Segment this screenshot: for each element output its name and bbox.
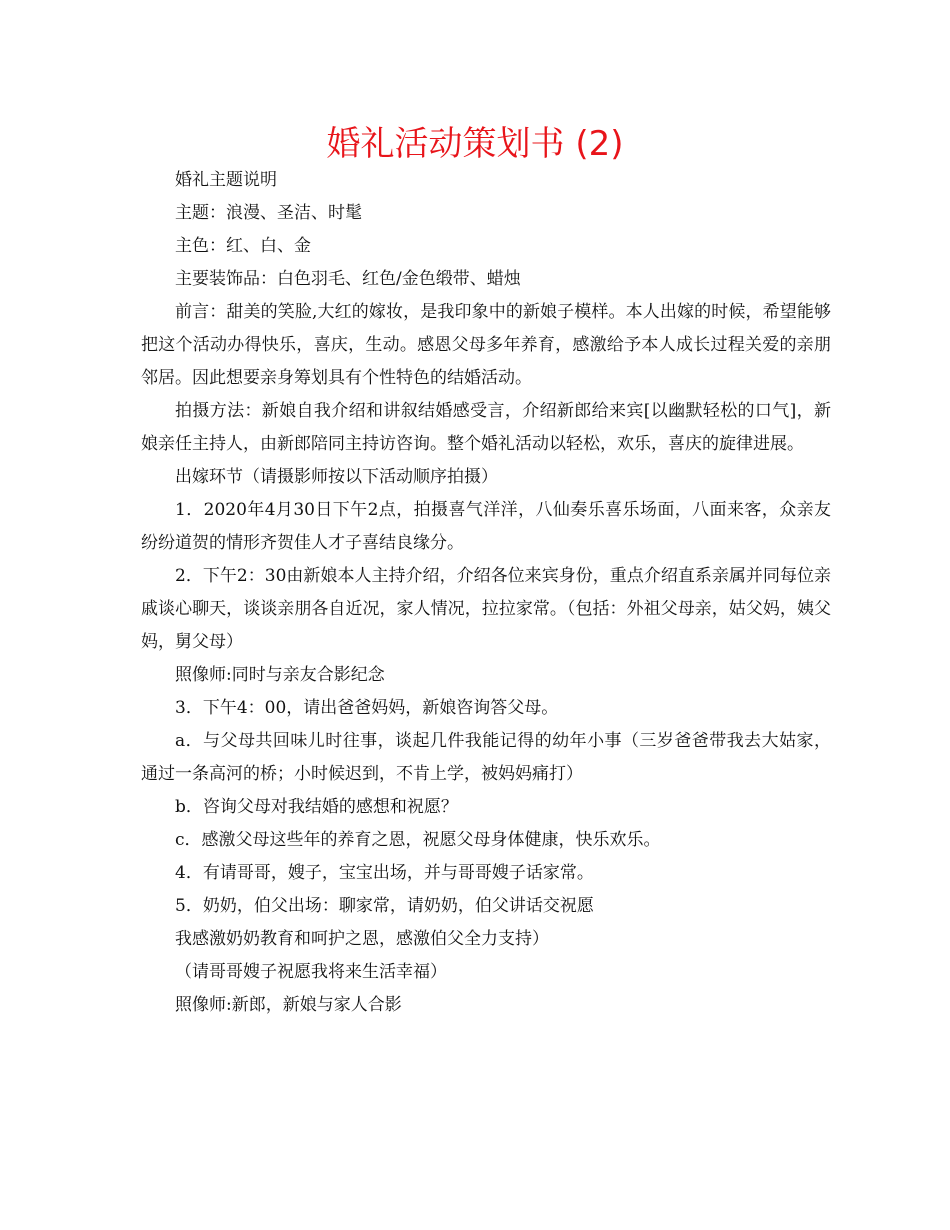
document-body	[141, 164, 831, 1022]
list-item-1: 1．2020年4月30日下午2点，拍摄喜气洋洋，八仙奏乐喜乐场面，八面来客，众亲友纷纷道贺的情形齐贺佳人才子喜结良缘分。	[141, 500, 831, 553]
list-item-2: 2．下午2：30由新娘本人主持介绍，介绍各位来宾身份，重点介绍直系亲属并同每位亲戚谈心聊天，谈谈亲朋各自近况，家人情况，拉拉家常。（包括：外祖父母亲，姑父妈，姨父妈，舅父母）	[141, 566, 831, 652]
main-color-line: 主色：红、白、金	[175, 236, 311, 256]
thanks-line: 我感激奶奶教育和呵护之恩，感激伯父全力支持）	[175, 929, 549, 949]
list-item-3: 3．下午4：00，请出爸爸妈妈，新娘咨询答父母。	[175, 698, 559, 718]
photographer-note-2: 照像师:新郎，新娘与家人合影	[175, 995, 402, 1015]
list-item-4: 4．有请哥哥，嫂子，宝宝出场，并与哥哥嫂子话家常。	[175, 863, 594, 883]
sub-item-b: b．咨询父母对我结婚的感想和祝愿？	[175, 797, 458, 817]
photographer-note-1: 照像师:同时与亲友合影纪念	[175, 665, 385, 685]
preface-paragraph: 前言：甜美的笑脸,大红的嫁妆，是我印象中的新娘子模样。本人出嫁的时候，希望能够把这个活动办得快乐，喜庆，生动。感恩父母多年养育，感激给予本人成长过程关爱的亲朋邻居。因此想要亲身筹划具有个性特色的结婚活动。	[141, 302, 831, 388]
blessing-line: （请哥哥嫂子祝愿我将来生活幸福）	[175, 962, 447, 982]
section-heading-wedding-send-off: 出嫁环节（请摄影师按以下活动顺序拍摄）	[175, 467, 498, 487]
filming-method-paragraph: 拍摄方法：新娘自我介绍和讲叙结婚感受言，介绍新郎给来宾[以幽默轻松的口气]，新娘亲任主持人，由新郎陪同主持访咨询。整个婚礼活动以轻松，欢乐，喜庆的旋律进展。	[141, 401, 831, 454]
sub-item-a: a．与父母共回味儿时往事，谈起几件我能记得的幼年小事（三岁爸爸带我去大姑家，通过一条高河的桥；小时候迟到，不肯上学，被妈妈痛打）	[141, 731, 831, 784]
sub-item-c: c．感激父母这些年的养育之恩，祝愿父母身体健康，快乐欢乐。	[175, 830, 661, 850]
section-heading-theme: 婚礼主题说明	[175, 170, 277, 190]
decorations-line: 主要装饰品：白色羽毛、红色/金色缎带、蜡烛	[175, 269, 521, 289]
document-title: 婚礼活动策划书 (2)	[326, 124, 624, 164]
list-item-5: 5．奶奶，伯父出场：聊家常，请奶奶，伯父讲话交祝愿	[175, 896, 594, 916]
theme-line: 主题：浪漫、圣洁、时髦	[175, 203, 362, 223]
